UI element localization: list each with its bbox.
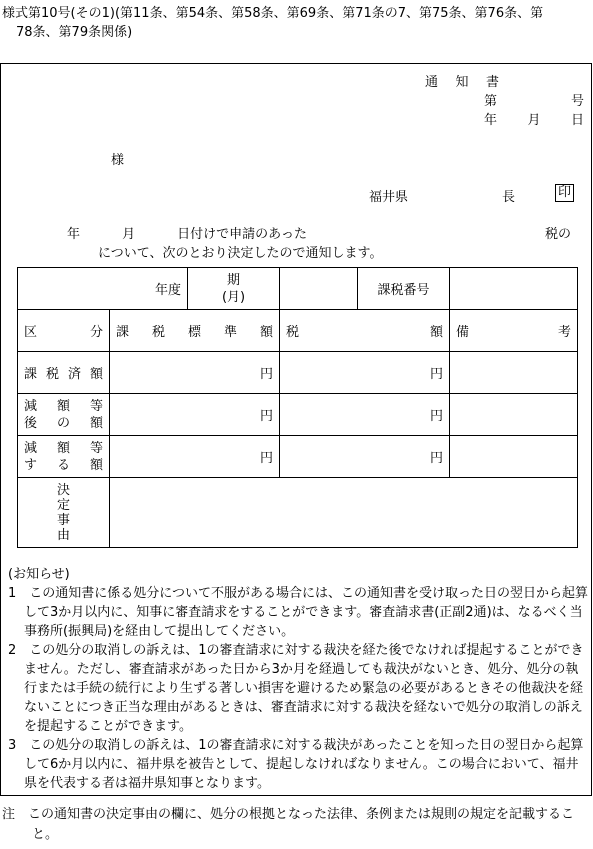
yen-unit: 円	[280, 436, 450, 478]
seal-box: 印	[555, 184, 574, 202]
reason-label: 決 定 事 由	[18, 478, 110, 548]
seal-mark	[555, 184, 574, 202]
col-kubun: 区 分	[18, 310, 110, 352]
yen-unit: 円	[280, 394, 450, 436]
table-row-column-headers	[18, 310, 578, 352]
kiki-label: 期 (月)	[188, 268, 280, 310]
yen-unit: 円	[110, 352, 280, 394]
kiki-value	[280, 268, 358, 310]
table-row	[18, 394, 578, 436]
row-label: 課 税 済 額	[18, 352, 110, 394]
remarks-cell	[450, 436, 578, 478]
body-line1: 年 月 日付けで申請のあった	[67, 227, 307, 242]
row-label: 減 額 等 後 の 額	[18, 394, 110, 436]
reason-value	[110, 478, 578, 548]
notice-info-item: 3 この処分の取消しの訴えは、1の審査請求に対する裁決があったことを知った日の翌日から起算して6か月以内に、福井県を被告として、提起しなければなりません。この場合において、福井県を代表する者は福井県知事となります。	[8, 738, 584, 791]
form-header-line1: 様式第10号(その1)(第11条、第54条、第58条、第69条、第71条の7、第75条、第76条、第	[2, 6, 544, 21]
table-row-header-info	[18, 268, 578, 310]
table-row	[18, 436, 578, 478]
notice-title: 通 知 書	[425, 75, 499, 90]
notice-info-item: 1 この通知書に係る処分について不服がある場合には、この通知書を受け取った日の翌日から起算して3か月以内に、知事に審査請求をすることができます。審査請求書(正副2通)は、なるべく当事務所(振興局)を経由して提出してください。	[8, 586, 589, 639]
col-biko: 備 考	[450, 310, 578, 352]
tax-table	[17, 267, 578, 548]
body-line2: について、次のとおり決定したので通知します。	[98, 246, 383, 261]
notice-info-item: 2 この処分の取消しの訴えは、1の審査請求に対する裁決を経た後でなければ提起することができません。ただし、審査請求があった日から3か月を経過しても裁決がないとき、処分、処分の執行または手続の続行により生ずる著しい損害を避けるため緊急の必要があるときその他裁決を経ないことにつき正当な理由があるときは、審査請求に対する裁決を経ないで処分の取消しの訴えを提起することができます。	[8, 643, 584, 734]
issuer-title: 長	[502, 190, 516, 205]
addressee-suffix: 様	[111, 153, 125, 168]
remarks-cell	[450, 394, 578, 436]
notice-info-heading: (お知らせ)	[8, 567, 70, 582]
body-tax-suffix: 税の	[545, 227, 572, 242]
notice-number: 第 号	[484, 94, 584, 109]
notice-date: 年 月 日	[484, 113, 584, 128]
kazei-bango-value	[450, 268, 578, 310]
form-header	[2, 4, 590, 42]
footnote: 注 この通知書の決定事由の欄に、処分の根拠となった法律、条例または規則の規定を記載すること。	[2, 807, 575, 842]
table-row	[18, 352, 578, 394]
nendo-label: 年度	[18, 268, 188, 310]
col-kazei-hyojun: 課 税 標 準 額	[110, 310, 280, 352]
row-label: 減 額 等 す る 額	[18, 436, 110, 478]
notice-info	[8, 565, 588, 793]
table-row-reason	[18, 478, 578, 548]
yen-unit: 円	[280, 352, 450, 394]
remarks-cell	[450, 352, 578, 394]
yen-unit: 円	[110, 394, 280, 436]
kazei-bango-label: 課税番号	[358, 268, 450, 310]
form-header-line2: 78条、第79条関係)	[16, 25, 133, 40]
col-zeigaku: 税 額	[280, 310, 450, 352]
issuer-prefecture: 福井県	[369, 190, 409, 205]
yen-unit: 円	[110, 436, 280, 478]
